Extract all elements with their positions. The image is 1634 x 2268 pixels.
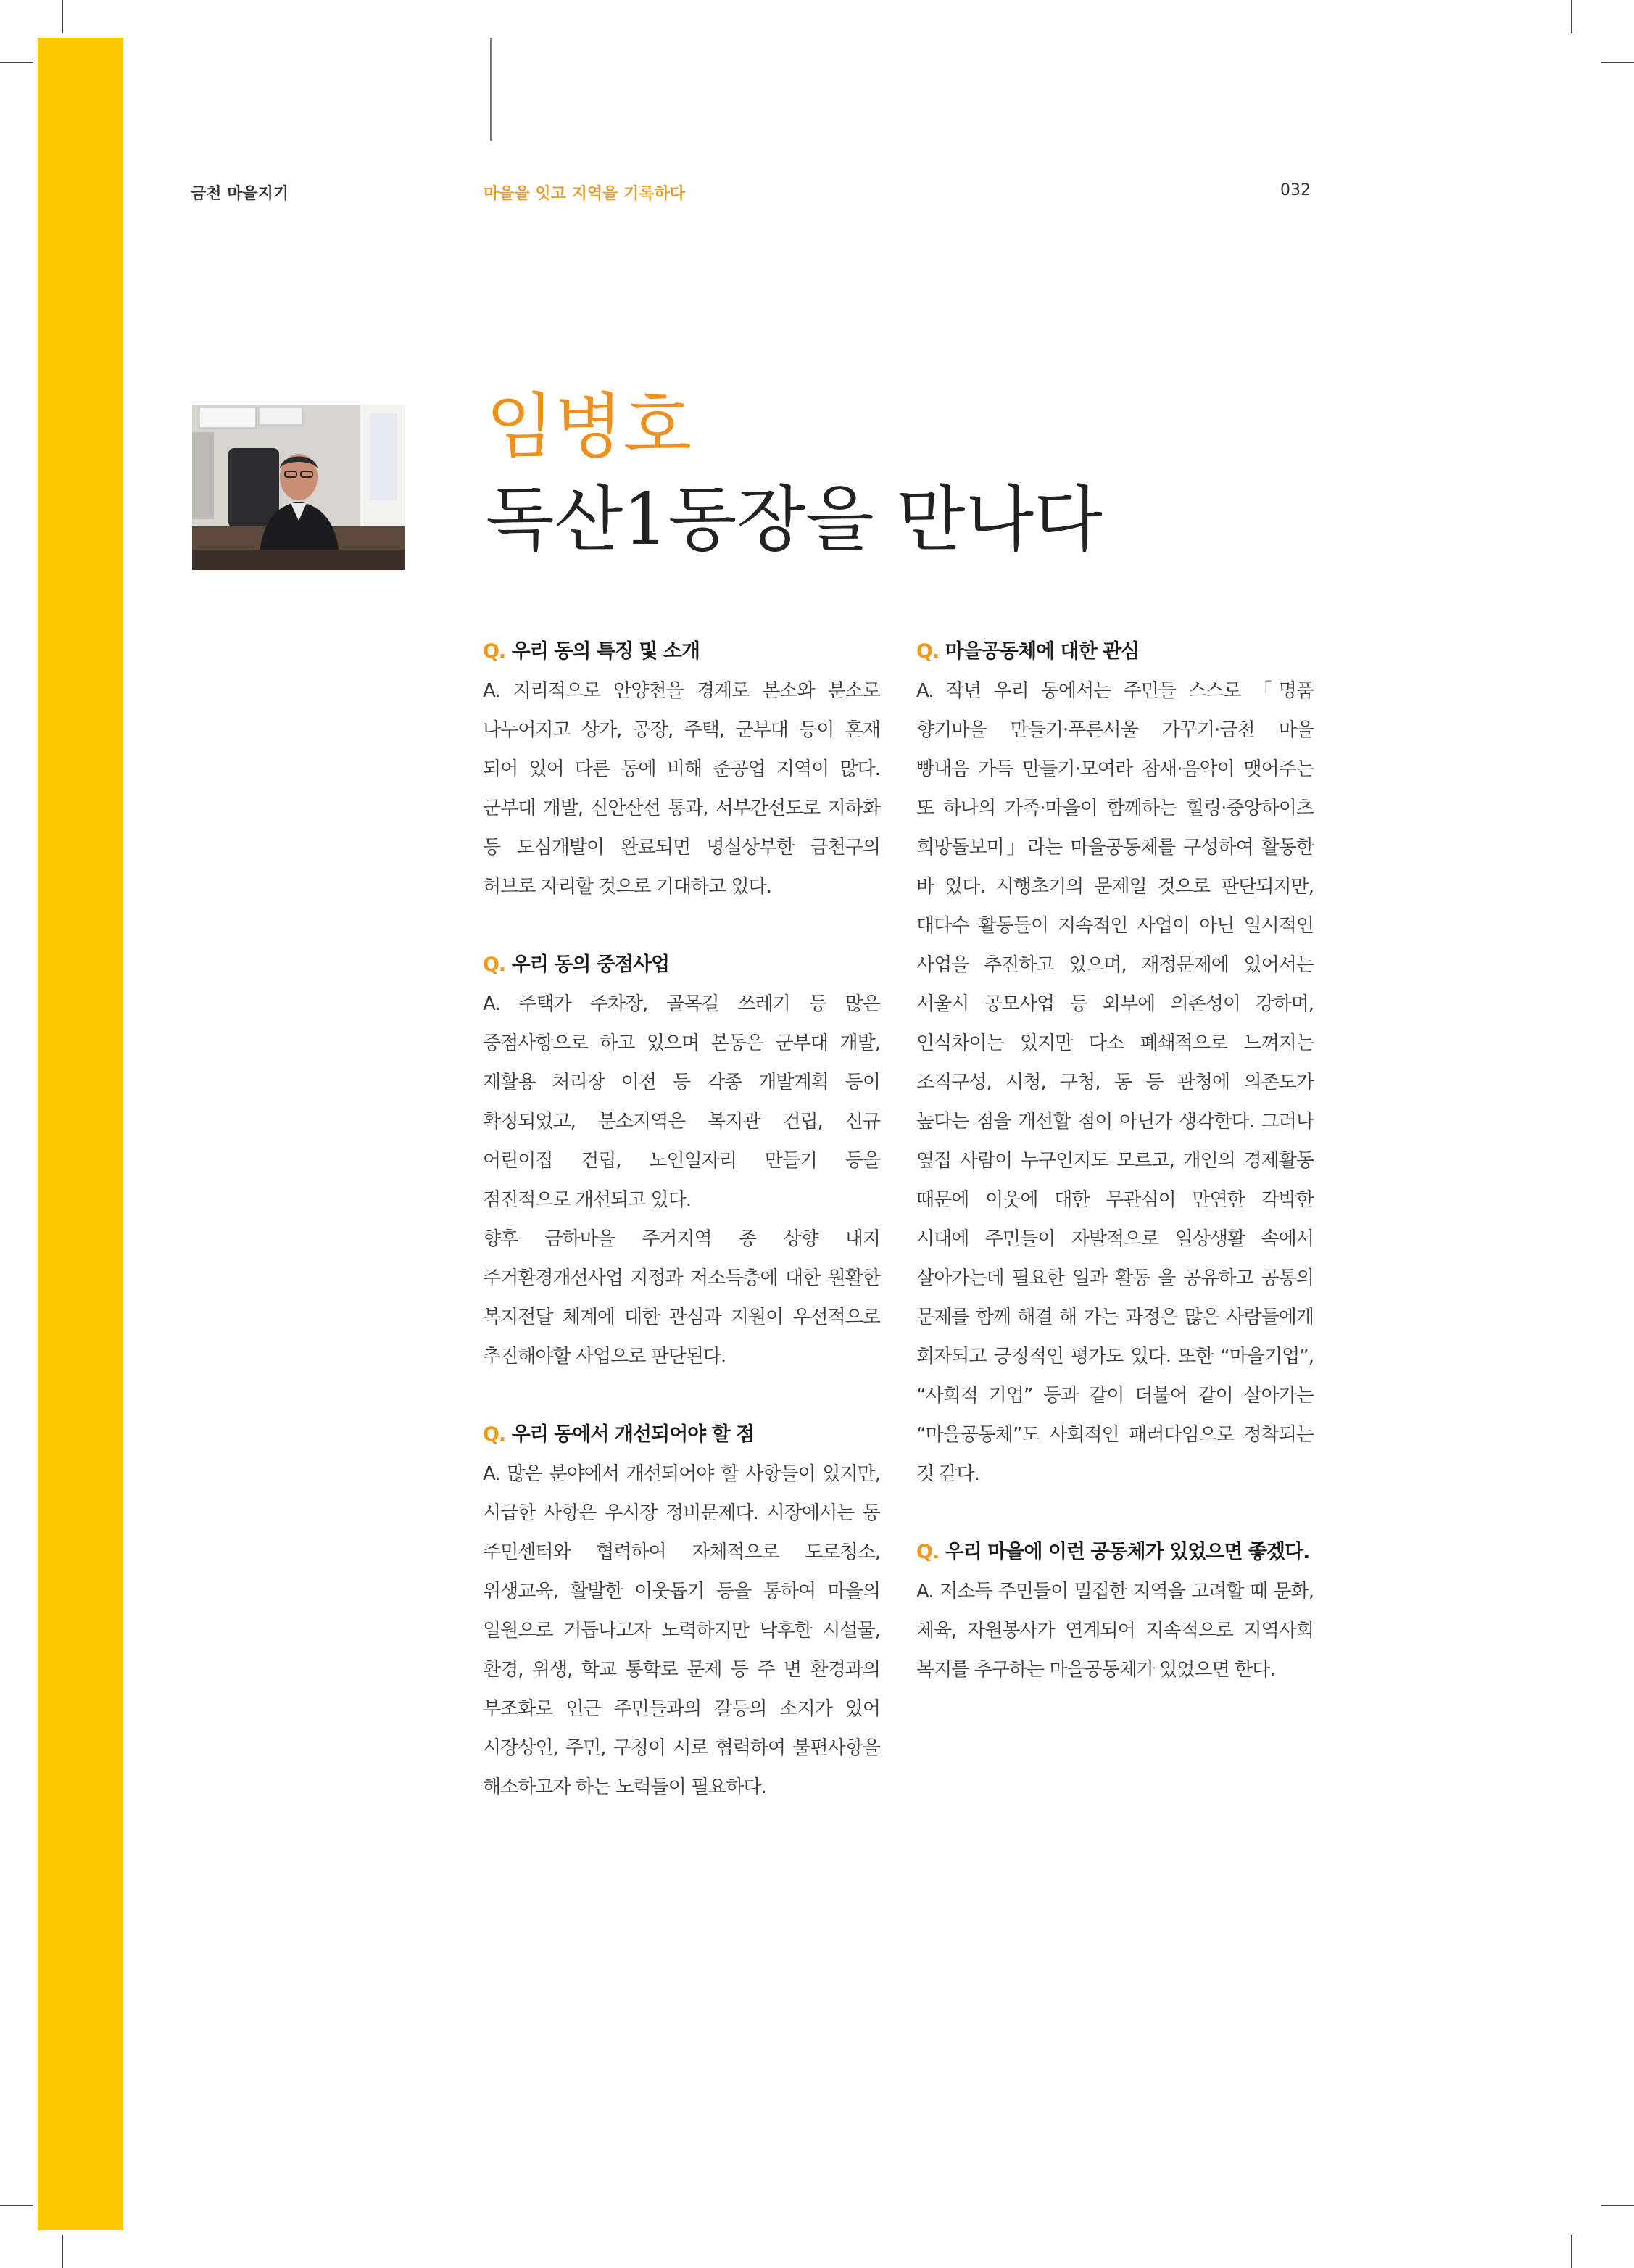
answer-paragraph: A. 많은 분야에서 개선되어야 할 사항들이 있지만, 시급한 사항은 우시장 정비문제다. 시장에서는 동 주민센터와 협력하여 자체적으로 도로청소, 위생교육, 활발한 이웃돕기 등을 통하여 마을의 일원으로 거듭나고자 노력하지만 낙후한 시설물, 환경, 위생, 학교 통학로 문제 등 주 변 환경과의 부조화로 인근 주민들과의 갈등의 소지가 있어 시장상인, 주민, 구청이 서로 협력하여 불편사항을 해소하고자 하는 노력들이 필요하다. xyxy=(483,1463,880,1798)
q-marker: Q. xyxy=(483,640,506,663)
side-color-bar xyxy=(38,38,123,2230)
crop-mark xyxy=(0,62,33,63)
portrait-photo xyxy=(192,405,405,570)
crop-mark xyxy=(1601,2205,1634,2206)
page-number: 032 xyxy=(1280,181,1311,199)
answer-paragraph: A. 작년 우리 동에서는 주민들 스스로 「명품 향기마을 만들기·푸른서울 가꾸기·금천 마을 빵내음 가득 만들기·모여라 참새·음악이 맺어주는 또 하나의 가족·마을이 함께하는 힐링·중앙하이츠 희망돌보미」라는 마을공동체를 구성하여 활동한 바 있다. 시행초기의 문제일 것으로 판단되지만, 대다수 활동들이 지속적인 사업이 아닌 일시적인 사업을 추진하고 있으며, 재정문제에 있어서는 서울시 공모사업 등 외부에 의존성이 강하며, 인식차이는 있지만 다소 폐쇄적으로 느껴지는 조직구성, 시청, 구청, 동 등 관청에 의존도가 높다는 점을 개선할 점이 아닌가 생각한다. 그러나 옆집 사람이 누구인지도 모르고, 개인의 경제활동 때문에 이웃에 대한 무관심이 만연한 각박한 시대에 주민들이 자발적으로 일상생활 속에서 살아가는데 필요한 일과 활동 을 공유하고 공통의 문제를 함께 해결 해 가는 과정은 많은 사람들에게 회자되고 긍정적인 평가도 있다. 또한 “마을기업”, “사회적 기업” 등과 같이 더불어 같이 살아가는 “마을공동체”도 사회적인 패러다임으로 정착되는 것 같다. xyxy=(916,680,1314,1485)
qa-section xyxy=(916,1533,1314,1689)
interviewee-name: 임병호 xyxy=(486,386,692,468)
right-column xyxy=(916,632,1314,1729)
crop-mark xyxy=(62,0,63,33)
q-marker: Q. xyxy=(916,640,940,663)
question-text: 마을공동체에 대한 관심 xyxy=(945,640,1140,663)
qa-section xyxy=(916,632,1314,1494)
question-text: 우리 동의 특징 및 소개 xyxy=(511,640,700,663)
qa-section xyxy=(483,1415,880,1807)
question-heading xyxy=(916,632,1314,671)
answer-paragraph: A. 지리적으로 안양천을 경계로 본소와 분소로 나누어지고 상가, 공장, 주택, 군부대 등이 혼재 되어 있어 다른 동에 비해 준공업 지역이 많다. 군부대 개발, 신안산선 통과, 서부간선도로 지하화 등 도심개발이 완료되면 명실상부한 금천구의 허브로 자리할 것으로 기대하고 있다. xyxy=(483,680,880,898)
crop-mark xyxy=(1571,0,1572,33)
crop-mark xyxy=(1601,62,1634,63)
answer-paragraph: A. 주택가 주차장, 골목길 쓰레기 등 많은 중점사항으로 하고 있으며 본동은 군부대 개발, 재활용 처리장 이전 등 각종 개발계획 등이 확정되었고, 분소지역은 복지관 건립, 신규 어린이집 건립, 노인일자리 만들기 등을 점진적으로 개선되고 있다. xyxy=(483,993,880,1211)
qa-section xyxy=(483,945,880,1376)
q-marker: Q. xyxy=(483,953,506,976)
question-heading xyxy=(483,1415,880,1454)
crop-mark xyxy=(62,2235,63,2268)
q-marker: Q. xyxy=(916,1541,940,1563)
question-heading xyxy=(483,945,880,985)
crop-mark xyxy=(1571,2235,1572,2268)
portrait-illustration xyxy=(192,405,405,570)
answer-paragraph: 향후 금하마을 주거지역 종 상향 내지 주거환경개선사업 지정과 저소득층에 대한 원활한 복지전달 체계에 대한 관심과 지원이 우선적으로 추진해야할 사업으로 판단된다. xyxy=(483,1228,880,1367)
question-text: 우리 동의 중점사업 xyxy=(511,953,670,976)
crop-mark xyxy=(0,2205,33,2206)
center-mark xyxy=(490,38,492,141)
question-heading xyxy=(483,632,880,671)
left-column xyxy=(483,632,880,1846)
question-text: 우리 마을에 이런 공동체가 있었으면 좋겠다. xyxy=(945,1541,1310,1563)
page-title: 독산1동장을 만나다 xyxy=(486,479,1103,561)
answer-paragraph: A. 저소득 주민들이 밀집한 지역을 고려할 때 문화, 체육, 자원봉사가 연계되어 지속적으로 지역사회 복지를 추구하는 마을공동체가 있었으면 한다. xyxy=(916,1581,1314,1681)
question-heading xyxy=(916,1533,1314,1572)
q-marker: Q. xyxy=(483,1423,506,1446)
question-text: 우리 동에서 개선되어야 할 점 xyxy=(511,1423,755,1446)
running-header-title: 금천 마을지기 xyxy=(191,185,289,203)
qa-section xyxy=(483,632,880,906)
running-header-subtitle: 마을을 잇고 지역을 기록하다 xyxy=(484,185,686,203)
